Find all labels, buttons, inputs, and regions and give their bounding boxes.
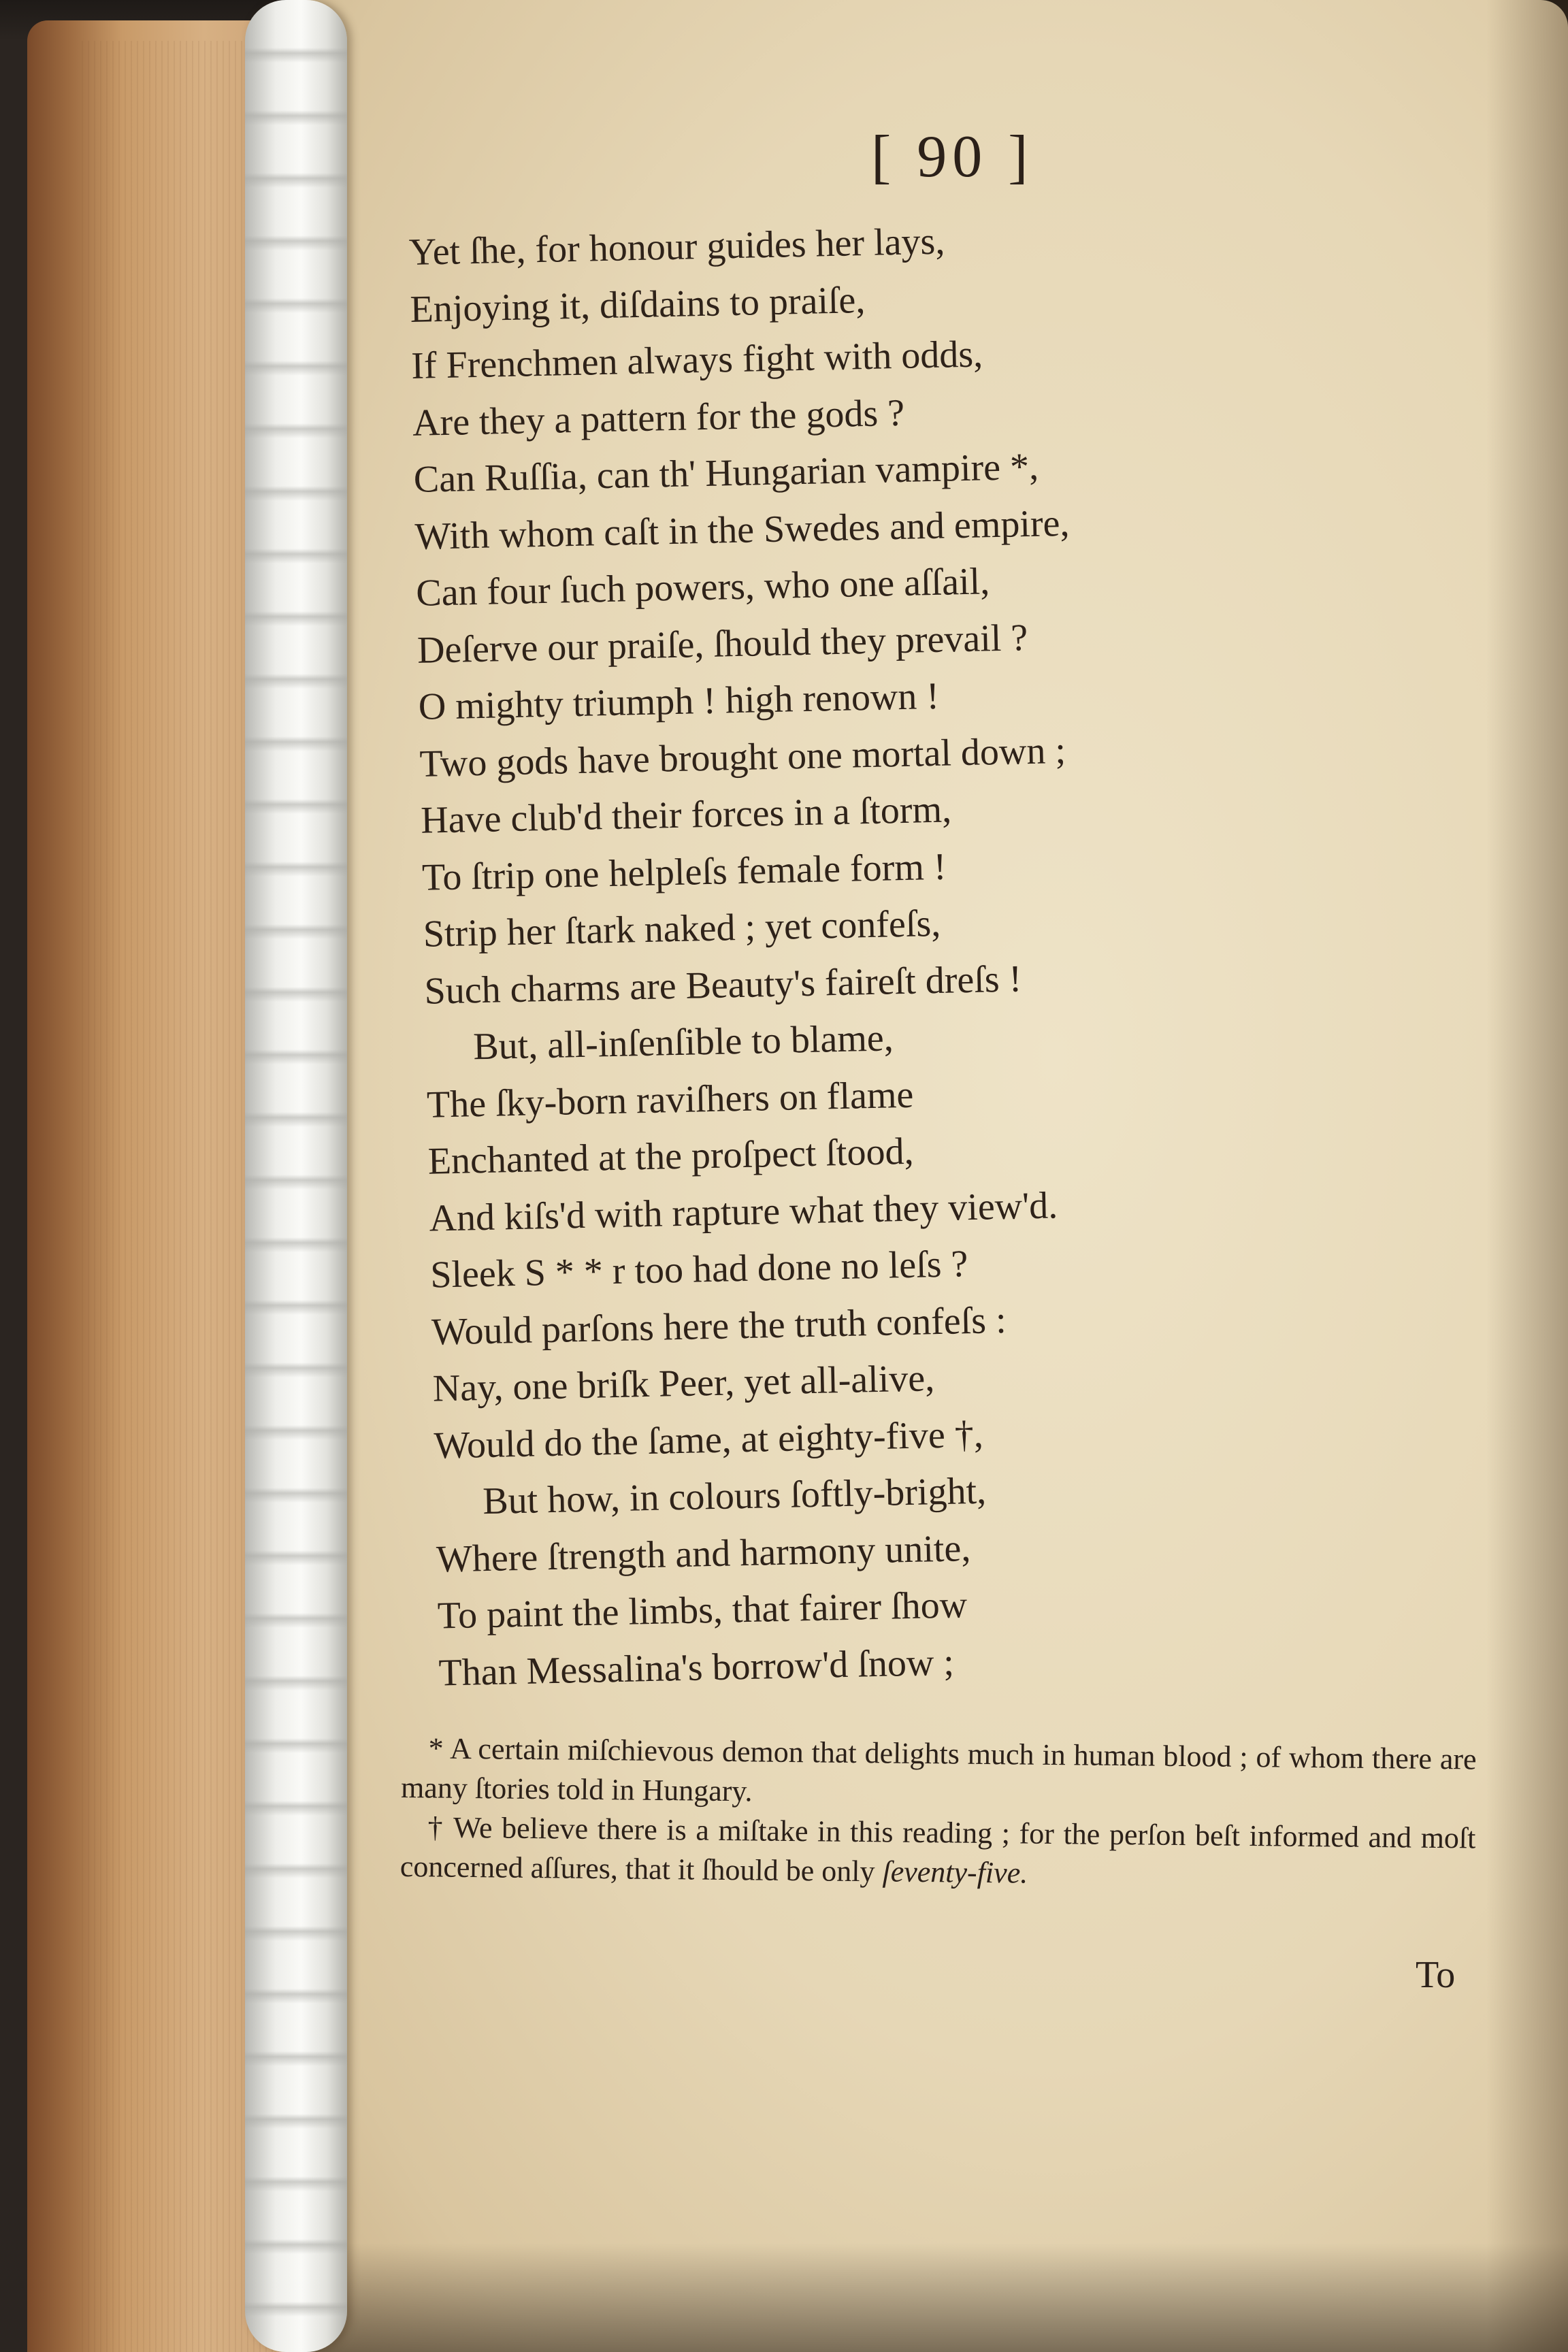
footnote-age	[400, 1808, 1476, 1898]
verse-line: Have club'd their forces in a ſtorm,	[420, 788, 952, 842]
verse-line: Enjoying it, diſdains to praiſe,	[409, 278, 866, 331]
verse-line: Can Ruſſia, can th' Hungarian vampire *,	[413, 445, 1039, 501]
verse-line: Nay, one briſk Peer, yet all-alive,	[432, 1357, 935, 1410]
bookmark-ribbon	[245, 0, 347, 2352]
verse-line: Are they a pattern for the gods ?	[412, 391, 905, 444]
catchword: To	[1416, 1954, 1456, 1996]
verse-line: Sleek S * * r too had done no leſs ?	[429, 1243, 968, 1296]
verse-line: And kiſs'd with rapture what they view'd.	[428, 1183, 1058, 1240]
verse-line: Deſerve our praiſe, ſhould they prevail ?	[416, 616, 1028, 672]
page-number: [ 90 ]	[871, 124, 1034, 190]
verse-line: If Frenchmen always fight with odds,	[410, 333, 983, 387]
verse-line: Would do the ſame, at eighty-five †,	[433, 1413, 984, 1467]
verse-line: Strip her ſtark naked ; yet confeſs,	[423, 902, 941, 956]
verse-line: Yet ſhe, for honour guides her lays,	[408, 220, 945, 274]
verse-line: With whom caſt in the Swedes and empire,	[414, 502, 1070, 558]
verse-line: O mighty triumph ! high renown !	[418, 674, 940, 728]
page-shadow-right	[1486, 0, 1568, 2352]
verse-line: Can four ſuch powers, who one aſſail,	[415, 560, 990, 615]
footnote-text: * A certain miſchievous demon that delights much in human blood ; of whom there are many ſtories told in Hungary.	[400, 1731, 1477, 1808]
verse-line: But how, in colours ſoftly-bright,	[482, 1469, 987, 1523]
verse-line: Would parſons here the truth confeſs :	[431, 1298, 1007, 1354]
footnote-vampire	[401, 1729, 1477, 1819]
verse-line: Where ſtrength and harmony unite,	[436, 1526, 971, 1581]
footnote-italic-tail: ſeventy-five.	[882, 1855, 1028, 1890]
verse-line: But, all-inſenſible to blame,	[472, 1017, 894, 1068]
footnote-text: † We believe there is a miſtake in this reading ; for the perſon beſt informed and moſt concerned aſſures, that it ſhould be only	[399, 1810, 1476, 1889]
verse-body	[408, 202, 1501, 1701]
footnotes	[400, 1729, 1477, 1898]
verse-line: To paint the limbs, that fairer ſhow	[437, 1584, 968, 1637]
verse-line: The ſky-born raviſhers on flame	[426, 1073, 914, 1126]
verse-line: To ſtrip one helpleſs female form !	[421, 845, 947, 899]
verse-line: Such charms are Beauty's faireſt dreſs !	[423, 957, 1022, 1013]
verse-line: Enchanted at the proſpect ſtood,	[427, 1130, 915, 1183]
verse-line: Than Messalina's borrow'd ſnow ;	[438, 1641, 955, 1695]
verse-line: Two gods have brought one mortal down ;	[419, 729, 1066, 785]
page-shadow-bottom	[286, 2243, 1568, 2352]
